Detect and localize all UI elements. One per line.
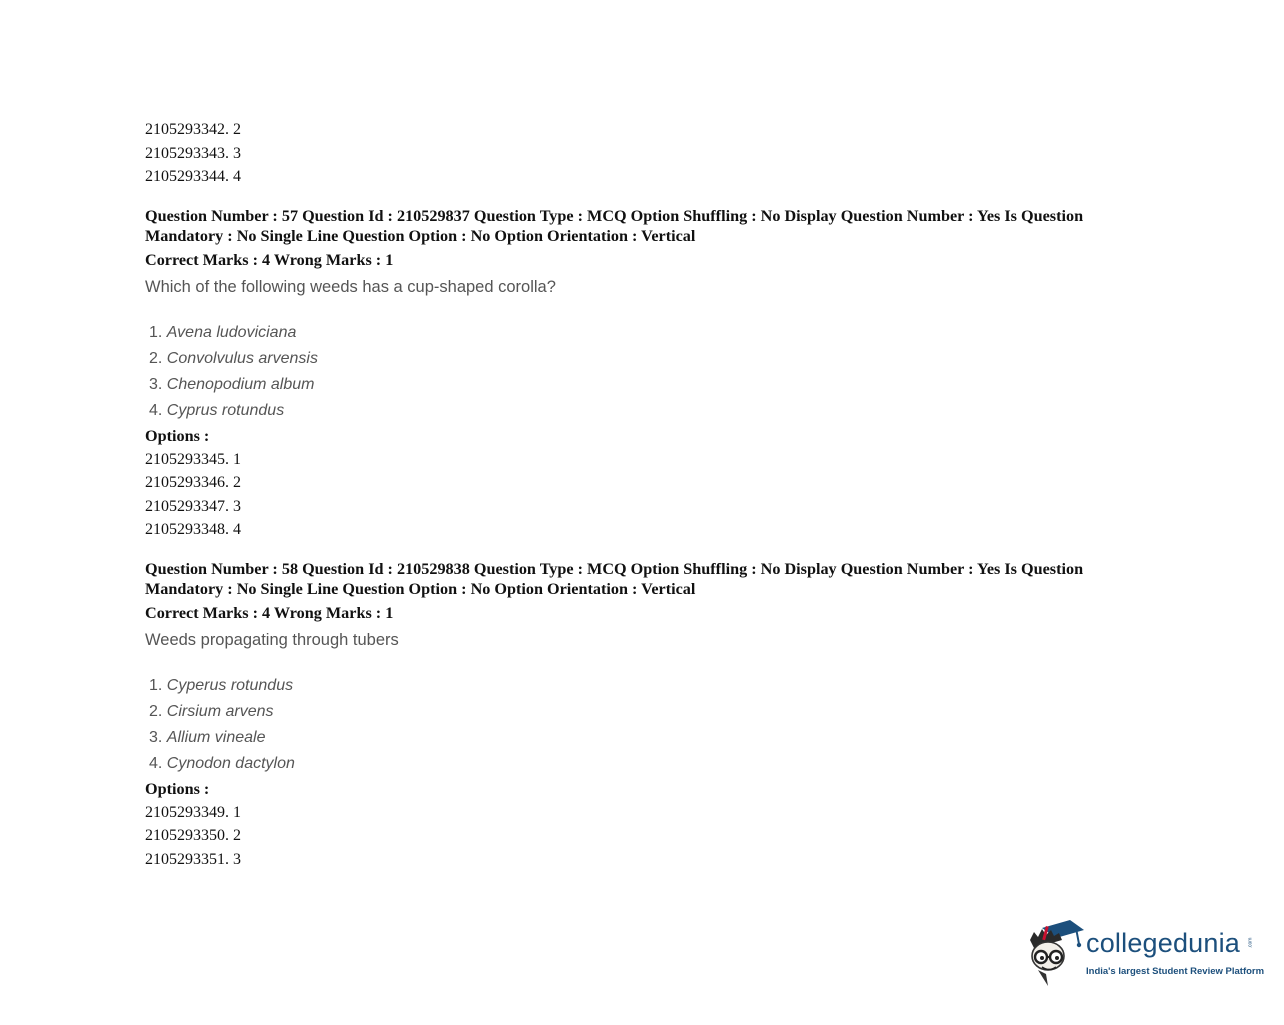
- answer-choices: [145, 320, 1155, 424]
- option-line: 2105293346. 2: [145, 474, 241, 491]
- options-label: Options :: [145, 779, 210, 798]
- option-list: [145, 801, 1155, 872]
- question-text: Weeds propagating through tubers: [145, 630, 399, 649]
- collegedunia-logo[interactable]: [1024, 918, 1264, 990]
- exam-document: [145, 118, 1155, 871]
- question-header: Question Number : 58 Question Id : 210529838 Question Type : MCQ Option Shuffling : No Display Question Number : Yes Is Question Mandatory : No Single Line Question Option : No Option Orientation : Vertical: [145, 559, 1084, 598]
- answer-choices: [145, 673, 1155, 777]
- option-line: 2105293351. 3: [145, 850, 241, 868]
- choice-item: 1. Cyperus rotundus: [149, 676, 294, 694]
- logo-tagline: India's largest Student Review Platform: [1086, 966, 1265, 977]
- question-block-58: [145, 559, 1155, 872]
- choice-item: 3. Chenopodium album: [149, 375, 315, 393]
- question-marks: Correct Marks : 4 Wrong Marks : 1: [145, 603, 394, 622]
- option-line: 2105293347. 3: [145, 497, 241, 515]
- option-line: 2105293343. 3: [145, 144, 241, 162]
- choice-item: 4. Cynodon dactylon: [149, 754, 295, 772]
- option-list-previous: [145, 118, 1155, 189]
- option-list: [145, 448, 1155, 542]
- choice-item: 1. Avena ludoviciana: [149, 323, 297, 341]
- question-text: Which of the following weeds has a cup-shaped corolla?: [145, 277, 556, 296]
- options-label: Options :: [145, 426, 210, 445]
- question-block-57: [145, 206, 1155, 542]
- option-line: 2105293342. 2: [145, 121, 241, 138]
- choice-item: 2. Cirsium arvens: [149, 702, 274, 720]
- option-line: 2105293348. 4: [145, 521, 241, 538]
- logo-suffix: .com: [1247, 937, 1254, 949]
- option-line: 2105293345. 1: [145, 450, 241, 468]
- logo-wordmark: collegedunia: [1086, 928, 1241, 958]
- graduate-mascot-icon: [1024, 918, 1086, 988]
- choice-item: 4. Cyprus rotundus: [149, 401, 285, 419]
- choice-item: 2. Convolvulus arvensis: [149, 349, 318, 367]
- choice-item: 3. Allium vineale: [149, 728, 266, 746]
- question-header: Question Number : 57 Question Id : 210529837 Question Type : MCQ Option Shuffling : No Display Question Number : Yes Is Question Mandatory : No Single Line Question Option : No Option Orientation : Vertical: [145, 206, 1084, 245]
- option-line: 2105293349. 1: [145, 803, 241, 821]
- question-marks: Correct Marks : 4 Wrong Marks : 1: [145, 250, 394, 269]
- option-line: 2105293344. 4: [145, 168, 241, 185]
- option-line: 2105293350. 2: [145, 827, 241, 844]
